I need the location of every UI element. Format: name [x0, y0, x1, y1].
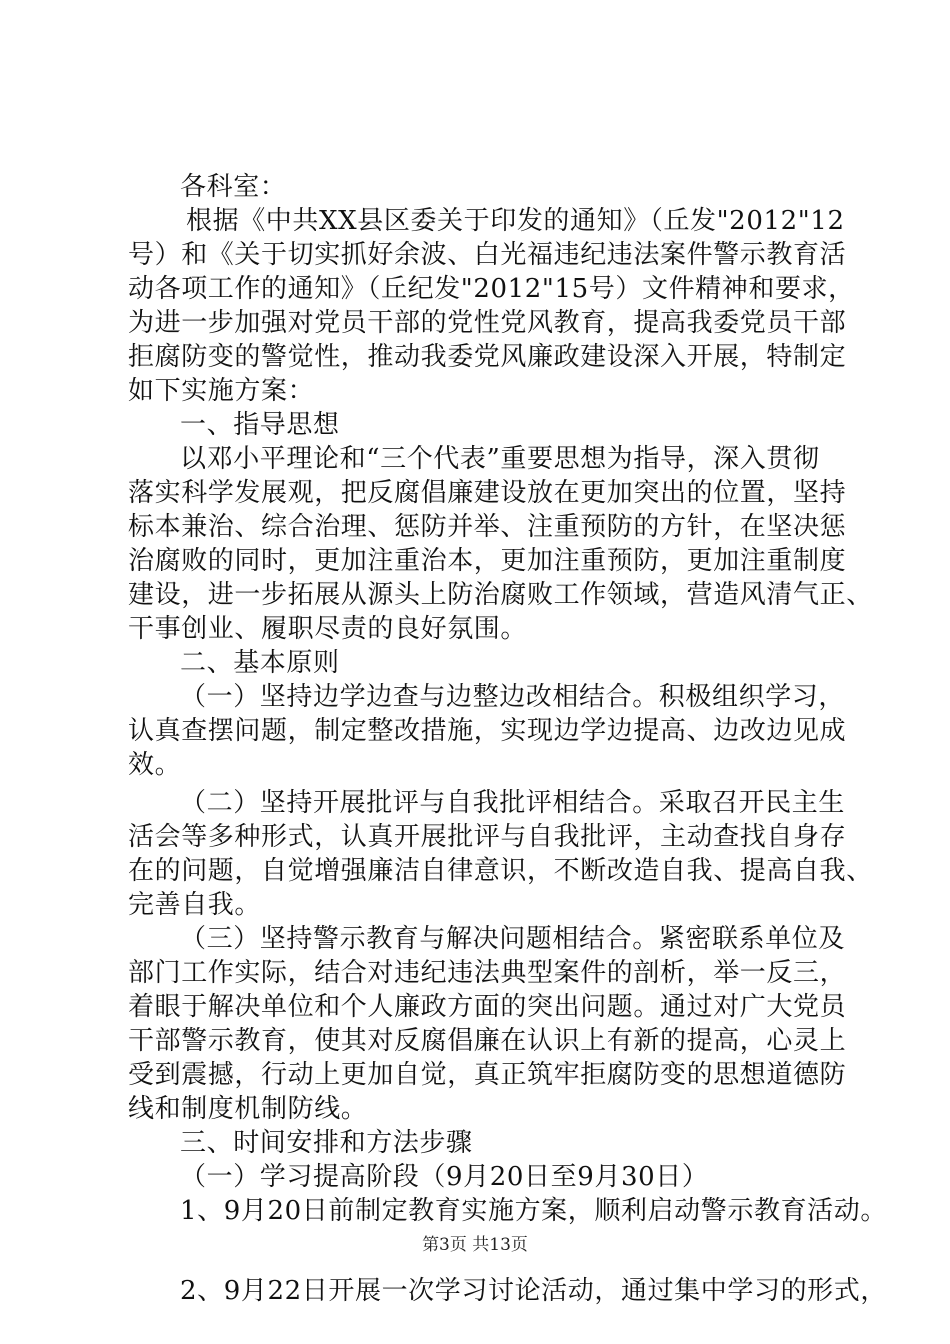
paragraph-line: 部门工作实际，结合对违纪违法典型案件的剖析，举一反三， — [128, 958, 847, 988]
paragraph-line: 治腐败的同时，更加注重治本，更加注重预防，更加注重制度 — [128, 546, 847, 576]
paragraph-line: 落实科学发展观，把反腐倡廉建设放在更加突出的位置，坚持 — [128, 478, 847, 508]
paragraph-line: 活会等多种形式，认真开展批评与自我批评，主动查找自身存 — [128, 822, 847, 852]
paragraph-line: 以邓小平理论和“三个代表”重要思想为指导，深入贯彻 — [180, 444, 820, 474]
paragraph-line: 动各项工作的通知》（丘纪发"2012"15号）文件精神和要求， — [128, 274, 855, 304]
section-heading: 一、指导思想 — [180, 410, 340, 440]
page-number-footer: 第3页 共13页 — [422, 1235, 528, 1255]
paragraph-line: （二）坚持开展批评与自我批评相结合。采取召开民主生 — [180, 788, 846, 818]
paragraph-line: 完善自我。 — [128, 890, 262, 920]
salutation: 各科室： — [180, 172, 287, 202]
section-heading: 三、时间安排和方法步骤 — [180, 1128, 473, 1158]
paragraph-line: 认真查摆问题，制定整改措施，实现边学边提高、边改边见成 — [128, 716, 847, 746]
paragraph-line: 根据《中共XX县区委关于印发的通知》（丘发"2012"12 — [186, 206, 845, 236]
paragraph-line: 标本兼治、综合治理、惩防并举、注重预防的方针，在坚决惩 — [128, 512, 847, 542]
paragraph-line: 干部警示教育，使其对反腐倡廉在认识上有新的提高，心灵上 — [128, 1026, 847, 1056]
paragraph-line: 拒腐防变的警觉性，推动我委党风廉政建设深入开展，特制定 — [128, 342, 847, 372]
section-heading: 二、基本原则 — [180, 648, 340, 678]
paragraph-line: 干事创业、履职尽责的良好氛围。 — [128, 614, 528, 644]
paragraph-line: 为进一步加强对党员干部的党性党风教育，提高我委党员干部 — [128, 308, 847, 338]
paragraph-line: （一）学习提高阶段（9月20日至9月30日） — [180, 1162, 709, 1192]
paragraph-line: 着眼于解决单位和个人廉政方面的突出问题。通过对广大党员 — [128, 992, 847, 1022]
paragraph-line: 2、9月22日开展一次学习讨论活动，通过集中学习的形式， — [180, 1276, 887, 1306]
paragraph-line: 线和制度机制防线。 — [128, 1094, 368, 1124]
paragraph-line: 在的问题，自觉增强廉洁自律意识，不断改造自我、提高自我、 — [128, 856, 873, 886]
paragraph-line: 1、9月20日前制定教育实施方案，顺利启动警示教育活动。 — [180, 1196, 887, 1226]
paragraph-line: （三）坚持警示教育与解决问题相结合。紧密联系单位及 — [180, 924, 846, 954]
paragraph-line: 如下实施方案： — [128, 376, 315, 406]
paragraph-line: （一）坚持边学边查与边整边改相结合。积极组织学习， — [180, 682, 846, 712]
paragraph-line: 建设，进一步拓展从源头上防治腐败工作领域，营造风清气正、 — [128, 580, 873, 610]
paragraph-line: 受到震撼，行动上更加自觉，真正筑牢拒腐防变的思想道德防 — [128, 1060, 847, 1090]
paragraph-line: 号）和《关于切实抓好余波、白光福违纪违法案件警示教育活 — [128, 240, 847, 270]
paragraph-line: 效。 — [128, 750, 182, 780]
